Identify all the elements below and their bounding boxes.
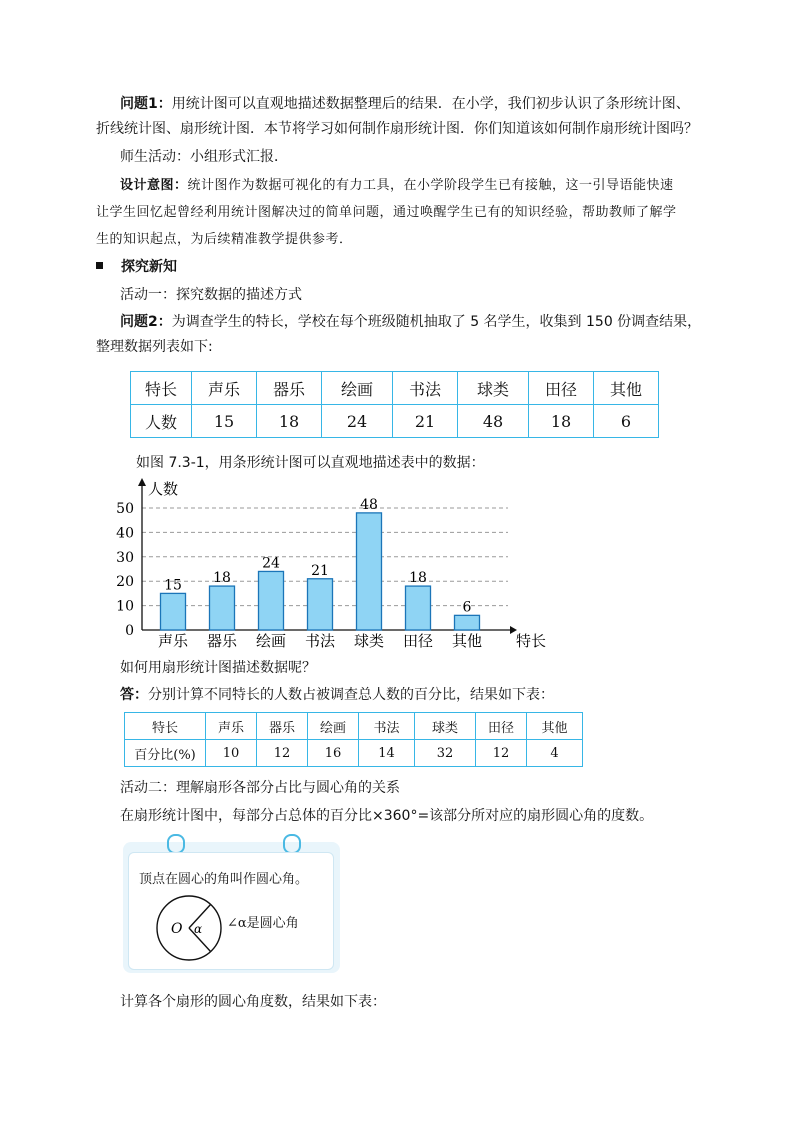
central-angle-rule: 在扇形统计图中，每部分占总体的百分比×360°=该部分所对应的扇形圆心角的度数。 — [120, 808, 654, 824]
y-tick-label: 10 — [116, 598, 134, 615]
table-cell: 4 — [527, 740, 583, 767]
bar — [406, 586, 431, 630]
bar-value-label: 18 — [409, 570, 427, 587]
question-2-text: 为调查学生的特长，学校在每个班级随机抽取了 5 名学生，收集到 150 份调查结果， — [171, 314, 702, 330]
y-tick-labels — [116, 501, 134, 639]
table-cell: 12 — [257, 740, 308, 767]
table-cell: 16 — [308, 740, 359, 767]
table-cell: 声乐 — [206, 713, 257, 740]
table-cell: 15 — [192, 405, 257, 438]
table-cell: 14 — [359, 740, 415, 767]
table-cell: 特长 — [131, 372, 192, 405]
category-label: 绘画 — [255, 632, 287, 650]
question-1-text: 用统计图可以直观地描述数据整理后的结果．在小学，我们初步认识了条形统计图、 — [171, 96, 690, 112]
table-cell: 其他 — [527, 713, 583, 740]
question-1-line-1 — [120, 92, 740, 116]
table-cell: 24 — [322, 405, 393, 438]
table-cell: 12 — [476, 740, 527, 767]
binder-ring-icon — [283, 834, 301, 854]
activity-line — [120, 145, 740, 169]
note-card-title: 顶点在圆心的角叫作圆心角。 — [139, 872, 309, 887]
y-tick-label: 20 — [116, 574, 134, 591]
activity-1-heading: 活动一：探究数据的描述方式 — [120, 287, 302, 303]
category-label: 其他 — [451, 632, 483, 650]
section-heading — [96, 255, 716, 279]
table-cell: 田径 — [529, 372, 594, 405]
bar — [161, 593, 186, 630]
category-label: 田径 — [402, 632, 434, 650]
table-cell: 绘画 — [322, 372, 393, 405]
design-text-1: 统计图作为数据可视化的有力工具，在小学阶段学生已有接触，这一引导语能快速 — [187, 178, 674, 193]
table-cell: 18 — [257, 405, 322, 438]
bar-value-label: 18 — [213, 570, 231, 587]
calc-instruction: 计算各个扇形的圆心角度数，结果如下表： — [120, 994, 386, 1010]
x-axis-label: 特长 — [516, 632, 547, 650]
bar — [308, 579, 333, 630]
table-cell: 21 — [393, 405, 458, 438]
activity-text: 小组形式汇报． — [190, 149, 288, 165]
y-tick-label: 0 — [125, 623, 134, 639]
design-line-1 — [120, 174, 740, 198]
design-label: 设计意图： — [120, 178, 188, 193]
y-tick-label: 30 — [116, 549, 134, 566]
specialty-bar-chart — [112, 474, 562, 656]
bar — [455, 615, 480, 630]
table-header-row — [125, 713, 583, 740]
y-axis-label: 人数 — [148, 480, 179, 498]
x-tick-labels — [158, 632, 482, 650]
table-cell: 球类 — [415, 713, 476, 740]
answer-label: 答： — [120, 687, 148, 703]
table-cell: 田径 — [476, 713, 527, 740]
table-row — [131, 405, 659, 438]
table-cell: 人数 — [131, 405, 192, 438]
how-pie-question: 如何用扇形统计图描述数据呢？ — [120, 660, 316, 676]
table-cell: 球类 — [458, 372, 529, 405]
section-title: 探究新知 — [121, 259, 177, 275]
table-cell: 32 — [415, 740, 476, 767]
table-cell: 绘画 — [308, 713, 359, 740]
table-cell: 其他 — [594, 372, 659, 405]
table-cell: 书法 — [359, 713, 415, 740]
angle-label: α — [194, 922, 203, 936]
category-label: 球类 — [353, 632, 385, 650]
table-cell: 器乐 — [257, 372, 322, 405]
note-card-caption: ∠α是圆心角 — [227, 916, 299, 931]
figure-intro: 如图 7.3-1，用条形统计图可以直观地描述表中的数据： — [136, 455, 485, 471]
bar-value-label: 21 — [311, 562, 329, 579]
bar — [357, 513, 382, 630]
central-angle-note-card — [123, 842, 340, 973]
question-1-line-2: 折线统计图、扇形统计图．本节将学习如何制作扇形统计图．你们知道该如何制作扇形统计图吗？ — [96, 121, 698, 137]
category-label: 书法 — [304, 632, 336, 650]
square-bullet-icon — [96, 262, 103, 269]
table-row — [125, 740, 583, 767]
table-cell: 18 — [529, 405, 594, 438]
bar-value-label: 48 — [360, 496, 378, 513]
y-tick-label: 40 — [116, 525, 134, 542]
bar — [210, 586, 235, 630]
bar — [259, 571, 284, 630]
table-cell: 器乐 — [257, 713, 308, 740]
specialty-count-table — [130, 371, 659, 438]
activity-2-heading: 活动二：理解扇形各部分占比与圆心角的关系 — [120, 780, 400, 796]
table-cell: 声乐 — [192, 372, 257, 405]
category-label: 器乐 — [206, 632, 238, 650]
bar-value-label: 24 — [262, 555, 280, 572]
bar-value-label: 6 — [462, 599, 472, 616]
table-header-row — [131, 372, 659, 405]
table-cell: 百分比(%) — [125, 740, 206, 767]
table-cell: 特长 — [125, 713, 206, 740]
design-line-2: 让学生回忆起曾经利用统计图解决过的简单问题，通过唤醒学生已有的知识经验，帮助教师了解学 — [96, 205, 677, 220]
table-cell: 48 — [458, 405, 529, 438]
y-tick-label: 50 — [116, 501, 134, 517]
answer-line — [120, 683, 740, 707]
bar-value-label: 15 — [164, 577, 182, 594]
table-cell: 书法 — [393, 372, 458, 405]
question-2-label: 问题2： — [120, 314, 172, 330]
circle-with-central-angle-diagram — [153, 892, 225, 964]
question-1-label: 问题1： — [120, 96, 172, 112]
table-cell: 10 — [206, 740, 257, 767]
table-cell: 6 — [594, 405, 659, 438]
binder-ring-icon — [167, 834, 185, 854]
y-axis-arrow-icon — [138, 478, 146, 486]
design-line-3: 生的知识起点，为后续精准教学提供参考． — [96, 232, 353, 247]
question-2-line-1 — [120, 310, 740, 334]
specialty-percentage-table — [124, 712, 583, 767]
activity-label: 师生活动： — [120, 149, 190, 165]
question-2-line-2: 整理数据列表如下: — [96, 339, 213, 355]
category-label: 声乐 — [157, 632, 189, 650]
answer-text: 分别计算不同特长的人数占被调查总人数的百分比，结果如下表： — [148, 687, 554, 703]
center-label: O — [171, 921, 183, 937]
